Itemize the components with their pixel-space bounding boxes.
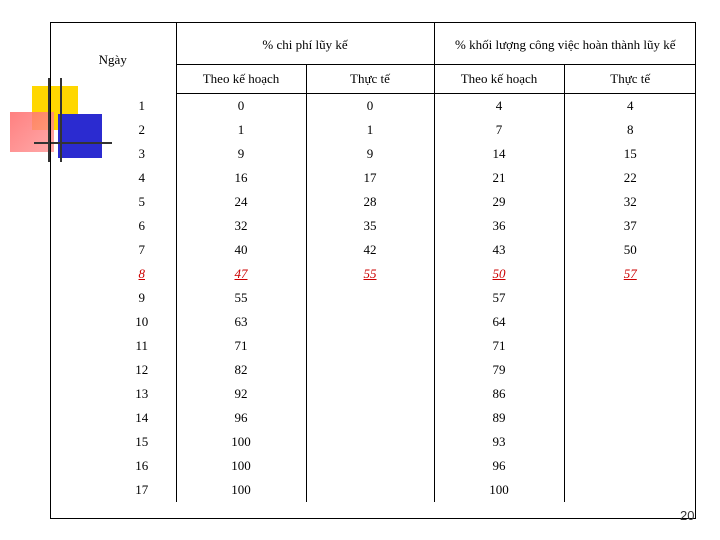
cell-value: 7 bbox=[495, 122, 503, 137]
cell-cost-plan bbox=[176, 430, 306, 454]
cell-work-plan bbox=[434, 286, 564, 310]
cell-value: 1 bbox=[138, 97, 145, 113]
cell-day bbox=[50, 214, 176, 238]
cell-cost-actual bbox=[306, 94, 434, 119]
cell-cost-actual bbox=[306, 286, 434, 310]
cell-day bbox=[50, 358, 176, 382]
cell-cost-actual bbox=[306, 238, 434, 262]
cell-work-actual bbox=[564, 118, 696, 142]
cell-value: 10 bbox=[135, 314, 149, 329]
cell-value: 36 bbox=[492, 218, 506, 233]
cell-cost-actual bbox=[306, 166, 434, 190]
cell-work-plan bbox=[434, 214, 564, 238]
cell-cost-actual bbox=[306, 142, 434, 166]
header-day: Ngày bbox=[50, 22, 176, 94]
table-row bbox=[50, 214, 696, 238]
cell-value: 17 bbox=[135, 482, 149, 497]
cell-work-plan bbox=[434, 238, 564, 262]
cell-day bbox=[50, 262, 176, 286]
cell-value: 100 bbox=[231, 458, 251, 473]
cell-day bbox=[50, 382, 176, 406]
header-work-actual: Thực tế bbox=[564, 65, 696, 94]
cell-value: 55 bbox=[363, 266, 377, 281]
table-border bbox=[695, 22, 696, 519]
cell-value: 11 bbox=[135, 338, 149, 353]
cell-cost-plan bbox=[176, 166, 306, 190]
cell-cost-actual bbox=[306, 334, 434, 358]
cell-value: 6 bbox=[138, 218, 145, 233]
cell-cost-plan bbox=[176, 310, 306, 334]
cell-value: 64 bbox=[492, 314, 506, 329]
cell-cost-actual bbox=[306, 190, 434, 214]
cell-cost-plan bbox=[176, 118, 306, 142]
cell-cost-plan bbox=[176, 382, 306, 406]
cell-value: 100 bbox=[231, 434, 251, 449]
cell-work-plan bbox=[434, 118, 564, 142]
table-row bbox=[50, 430, 696, 454]
cell-cost-actual bbox=[306, 454, 434, 478]
cell-value: 9 bbox=[366, 146, 374, 161]
cell-cost-plan bbox=[176, 238, 306, 262]
cell-value: 13 bbox=[135, 386, 149, 401]
table-row bbox=[50, 310, 696, 334]
cell-value: 16 bbox=[234, 170, 248, 185]
cell-work-plan bbox=[434, 430, 564, 454]
cell-work-actual bbox=[564, 262, 696, 286]
cell-value: 96 bbox=[492, 458, 506, 473]
cell-value: 4 bbox=[138, 170, 145, 185]
cell-value: 15 bbox=[135, 434, 149, 449]
table-border bbox=[50, 22, 696, 23]
table-border bbox=[50, 518, 696, 519]
cell-day bbox=[50, 334, 176, 358]
cell-value: 28 bbox=[363, 194, 377, 209]
page-number: 20 bbox=[680, 508, 695, 523]
cell-cost-plan bbox=[176, 214, 306, 238]
cell-day bbox=[50, 286, 176, 310]
cell-work-actual bbox=[564, 310, 696, 334]
cell-value: 92 bbox=[234, 386, 248, 401]
cell-value: 2 bbox=[138, 122, 145, 137]
cell-value: 50 bbox=[623, 242, 637, 257]
cell-value: 3 bbox=[138, 146, 145, 161]
cell-cost-plan bbox=[176, 406, 306, 430]
table-border bbox=[50, 22, 51, 519]
cell-value: 57 bbox=[492, 290, 506, 305]
table-row bbox=[50, 190, 696, 214]
cell-value: 82 bbox=[234, 362, 248, 377]
table-row bbox=[50, 166, 696, 190]
cell-work-plan bbox=[434, 454, 564, 478]
cell-cost-plan bbox=[176, 142, 306, 166]
cell-work-actual bbox=[564, 478, 696, 502]
cell-value: 12 bbox=[135, 362, 149, 377]
table-row bbox=[50, 382, 696, 406]
cell-work-actual bbox=[564, 214, 696, 238]
cell-value: 43 bbox=[492, 242, 506, 257]
cell-value: 9 bbox=[237, 146, 245, 161]
cell-cost-plan bbox=[176, 478, 306, 502]
cell-value: 79 bbox=[492, 362, 506, 377]
cell-value: 42 bbox=[363, 242, 377, 257]
header-cost-actual: Thực tế bbox=[306, 65, 434, 94]
cell-value: 17 bbox=[363, 170, 377, 185]
cell-value: 8 bbox=[627, 122, 634, 137]
cell-cost-plan bbox=[176, 454, 306, 478]
cell-work-actual bbox=[564, 334, 696, 358]
cell-cost-plan bbox=[176, 286, 306, 310]
cell-work-plan bbox=[434, 358, 564, 382]
cell-day bbox=[50, 166, 176, 190]
cell-value: 15 bbox=[623, 146, 637, 161]
cell-work-actual bbox=[564, 166, 696, 190]
cell-work-plan bbox=[434, 334, 564, 358]
cell-day bbox=[50, 478, 176, 502]
header-cost-group: % chi phí lũy kế bbox=[176, 22, 434, 65]
cell-day bbox=[50, 238, 176, 262]
cell-work-plan bbox=[434, 166, 564, 190]
cell-cost-plan bbox=[176, 262, 306, 286]
cell-value: 1 bbox=[237, 122, 245, 137]
cell-cost-actual bbox=[306, 406, 434, 430]
cell-work-actual bbox=[564, 406, 696, 430]
cell-value: 4 bbox=[495, 98, 503, 113]
cell-value: 0 bbox=[366, 98, 374, 113]
table-row bbox=[50, 478, 696, 502]
cell-value: 96 bbox=[234, 410, 248, 425]
cell-work-actual bbox=[564, 190, 696, 214]
cell-value: 32 bbox=[623, 194, 637, 209]
cell-day bbox=[50, 310, 176, 334]
table-row bbox=[50, 238, 696, 262]
cell-cost-actual bbox=[306, 262, 434, 286]
cell-value: 14 bbox=[492, 146, 506, 161]
cell-work-plan bbox=[434, 406, 564, 430]
cell-work-actual bbox=[564, 430, 696, 454]
cell-value: 50 bbox=[492, 266, 506, 281]
table-row bbox=[50, 262, 696, 286]
cell-work-actual bbox=[564, 286, 696, 310]
cell-work-plan bbox=[434, 94, 564, 119]
cell-cost-actual bbox=[306, 478, 434, 502]
header-cost-plan: Theo kế hoạch bbox=[176, 65, 306, 94]
cell-value: 9 bbox=[138, 290, 145, 305]
cell-value: 93 bbox=[492, 434, 506, 449]
header-row bbox=[50, 22, 696, 65]
table-row bbox=[50, 94, 696, 119]
table-row bbox=[50, 286, 696, 310]
table-row bbox=[50, 118, 696, 142]
cell-cost-plan bbox=[176, 94, 306, 119]
cell-value: 0 bbox=[237, 98, 245, 113]
cell-value: 21 bbox=[492, 170, 506, 185]
cell-day bbox=[50, 94, 176, 119]
cell-value: 14 bbox=[135, 410, 149, 425]
cell-cost-plan bbox=[176, 334, 306, 358]
cell-value: 16 bbox=[135, 458, 149, 473]
cell-cost-actual bbox=[306, 382, 434, 406]
cell-cost-actual bbox=[306, 118, 434, 142]
cell-value: 40 bbox=[234, 242, 248, 257]
cell-value: 63 bbox=[234, 314, 248, 329]
cell-value: 47 bbox=[234, 266, 248, 281]
cell-day bbox=[50, 430, 176, 454]
cell-value: 7 bbox=[138, 242, 145, 257]
cell-work-actual bbox=[564, 142, 696, 166]
cell-value: 32 bbox=[234, 218, 248, 233]
cell-value: 71 bbox=[234, 338, 248, 353]
cell-value: 35 bbox=[363, 218, 377, 233]
cell-value: 57 bbox=[623, 266, 637, 281]
table-row bbox=[50, 454, 696, 478]
cell-value: 29 bbox=[492, 194, 506, 209]
cell-value: 100 bbox=[489, 482, 509, 497]
cell-work-plan bbox=[434, 262, 564, 286]
table-row bbox=[50, 334, 696, 358]
cell-work-plan bbox=[434, 190, 564, 214]
cell-value: 4 bbox=[627, 98, 634, 113]
cell-work-actual bbox=[564, 358, 696, 382]
cell-work-actual bbox=[564, 94, 696, 119]
cell-value: 37 bbox=[623, 218, 637, 233]
cell-cost-actual bbox=[306, 430, 434, 454]
cell-value: 22 bbox=[623, 170, 637, 185]
table-row bbox=[50, 406, 696, 430]
header-work-group: % khối lượng công việc hoàn thành lũy kế bbox=[434, 22, 696, 65]
cell-cost-plan bbox=[176, 358, 306, 382]
cell-value: 100 bbox=[231, 482, 251, 497]
cell-cost-actual bbox=[306, 310, 434, 334]
cell-value: 5 bbox=[138, 194, 145, 209]
cell-work-actual bbox=[564, 382, 696, 406]
cell-work-actual bbox=[564, 454, 696, 478]
cell-value: 71 bbox=[492, 338, 506, 353]
cell-work-plan bbox=[434, 310, 564, 334]
cell-work-plan bbox=[434, 478, 564, 502]
cell-day bbox=[50, 454, 176, 478]
cell-day bbox=[50, 118, 176, 142]
cell-value: 55 bbox=[234, 290, 248, 305]
cell-value: 1 bbox=[366, 122, 374, 137]
cell-value: 89 bbox=[492, 410, 506, 425]
cell-value: 24 bbox=[234, 194, 248, 209]
cell-work-actual bbox=[564, 238, 696, 262]
header-work-plan: Theo kế hoạch bbox=[434, 65, 564, 94]
cell-day bbox=[50, 406, 176, 430]
cell-value: 86 bbox=[492, 386, 506, 401]
cell-cost-actual bbox=[306, 214, 434, 238]
cell-value: 8 bbox=[138, 266, 145, 281]
progress-table bbox=[50, 22, 696, 502]
table-row bbox=[50, 142, 696, 166]
cell-day bbox=[50, 142, 176, 166]
cell-work-plan bbox=[434, 142, 564, 166]
cell-work-plan bbox=[434, 382, 564, 406]
cell-cost-plan bbox=[176, 190, 306, 214]
cell-day bbox=[50, 190, 176, 214]
table-row bbox=[50, 358, 696, 382]
cell-cost-actual bbox=[306, 358, 434, 382]
